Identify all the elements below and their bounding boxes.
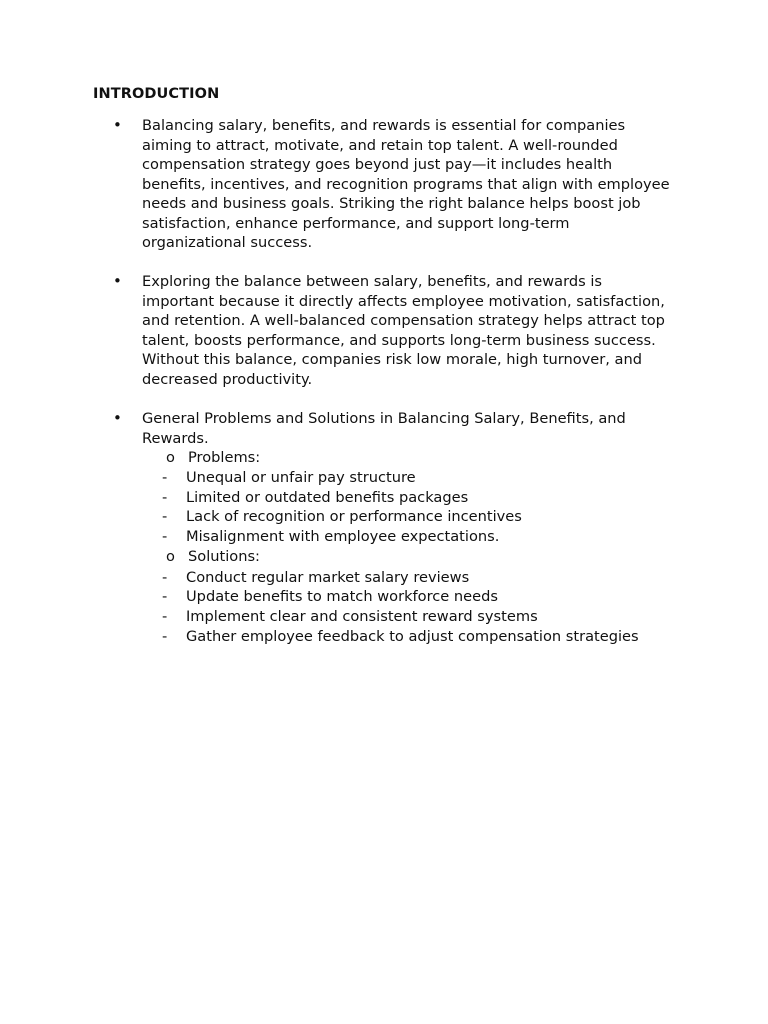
sub-bullet-icon: o <box>166 449 175 466</box>
dash-icon: - <box>162 489 168 506</box>
bullet-icon: • <box>113 272 122 290</box>
list-item <box>162 627 639 647</box>
dash-icon: - <box>162 569 168 586</box>
dash-icon: - <box>162 469 168 486</box>
solutions-heading <box>166 547 260 567</box>
bullet-text: General Problems and Solutions in Balancing Salary, Benefits, and Rewards. <box>142 410 626 447</box>
list-item <box>162 607 538 627</box>
dash-icon: - <box>162 628 168 645</box>
list-item-text: Conduct regular market salary reviews <box>186 569 470 586</box>
solutions-label: Solutions: <box>188 548 260 565</box>
list-item-text: Gather employee feedback to adjust compensation strategies <box>186 628 639 645</box>
list-item <box>162 587 498 607</box>
dash-icon: - <box>162 508 168 525</box>
section-heading: INTRODUCTION <box>93 86 220 102</box>
bullet-icon: • <box>113 409 122 427</box>
bullet-text: Balancing salary, benefits, and rewards is essential for companies aiming to attract, motivate, and retain top talent. A well-rounded compensation strategy goes beyond just pay—it includes health benefits, incentives, and recognition programs that align with employee needs and business goals. Striking the right balance helps boost job satisfaction, enhance performance, and support long-term organizational success. <box>142 117 670 251</box>
list-item-text: Limited or outdated benefits packages <box>186 489 469 506</box>
list-item-text: Update benefits to match workforce needs <box>186 588 498 605</box>
list-item <box>162 468 416 488</box>
problems-label: Problems: <box>188 449 261 466</box>
list-item <box>162 507 522 527</box>
bullet-text: Exploring the balance between salary, benefits, and rewards is important because it directly affects employee motivation, satisfaction, and retention. A well-balanced compensation strategy helps attract top talent, boosts performance, and supports long-term business success. Without this balance, companies risk low morale, high turnover, and decreased productivity. <box>142 273 665 388</box>
list-item <box>162 488 468 508</box>
problems-heading <box>166 448 260 468</box>
list-item-text: Misalignment with employee expectations. <box>186 528 500 545</box>
list-item-text: Unequal or unfair pay structure <box>186 469 416 486</box>
sub-bullet-icon: o <box>166 548 175 565</box>
list-item-text: Lack of recognition or performance incentives <box>186 508 522 525</box>
list-item <box>162 527 499 547</box>
bullet-icon: • <box>113 116 122 134</box>
list-item <box>162 568 469 588</box>
list-item-text: Implement clear and consistent reward systems <box>186 608 538 625</box>
dash-icon: - <box>162 588 168 605</box>
dash-icon: - <box>162 528 168 545</box>
dash-icon: - <box>162 608 168 625</box>
